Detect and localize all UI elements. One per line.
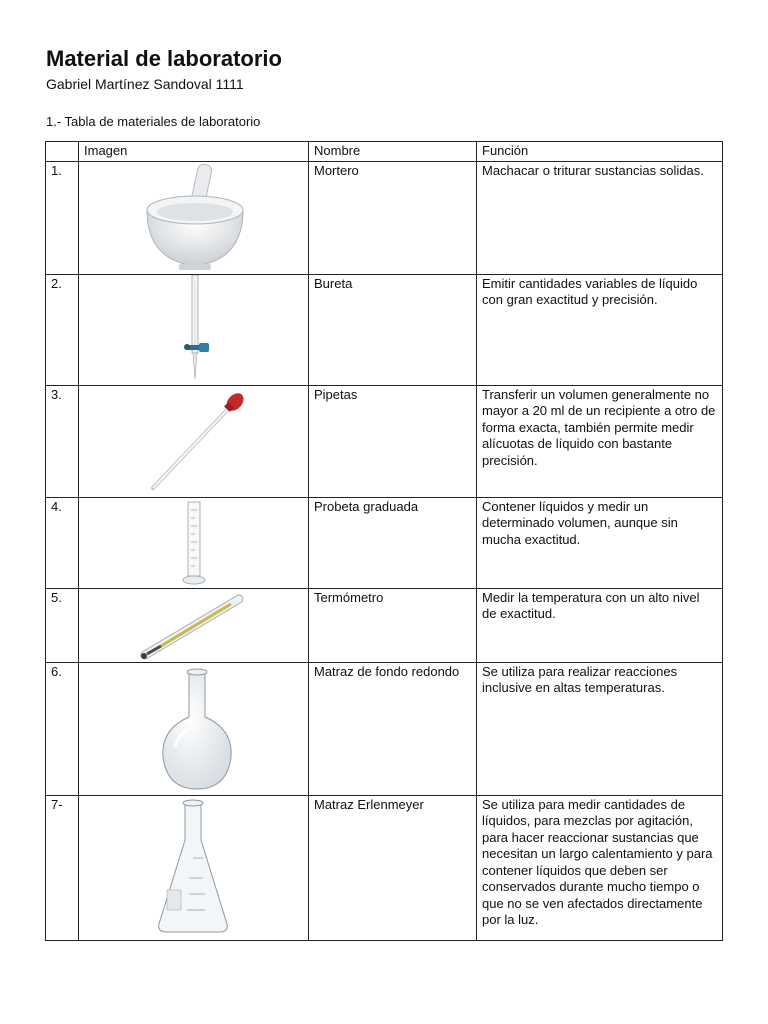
pipette-image [145,388,249,492]
table-header-row [46,142,723,162]
image-cell [79,662,309,795]
burette-image [177,275,213,383]
header-number [46,142,79,162]
row-funcion: Se utiliza para medir cantidades de líquidos, para mezclas por agitación, para hacer reaccionar sustancias que necesitan un largo calentamiento y para contener líquidos que deben ser conservados durante mucho tiempo o que no se ven afectados directamente por la luz. [477,795,723,940]
materials-table [45,141,723,941]
graduated-cylinder-image [179,500,209,586]
table-row [46,588,723,662]
mortar-image [139,162,251,274]
row-funcion: Medir la temperatura con un alto nivel de exactitud. [477,588,723,662]
document-author: Gabriel Martínez Sandoval 1111 [46,76,244,92]
row-number: 6. [46,662,79,795]
image-cell [79,588,309,662]
erlenmeyer-flask-image [153,798,233,938]
table-row [46,161,723,274]
row-number: 3. [46,385,79,497]
image-cell [79,274,309,385]
table-row [46,497,723,588]
header-nombre: Nombre [309,142,477,162]
table-row [46,662,723,795]
row-funcion: Transferir un volumen generalmente no mayor a 20 ml de un recipiente a otro de forma exacta, también permite medir alícuotas de líquido con bastante precisión. [477,385,723,497]
table-row [46,385,723,497]
row-number: 4. [46,497,79,588]
section-heading: 1.- Tabla de materiales de laboratorio [46,114,261,129]
row-number: 1. [46,161,79,274]
image-cell [79,497,309,588]
header-imagen: Imagen [79,142,309,162]
row-funcion: Contener líquidos y medir un determinado volumen, aunque sin mucha exactitud. [477,497,723,588]
image-cell [79,385,309,497]
row-funcion: Se utiliza para realizar reacciones inclusive en altas temperaturas. [477,662,723,795]
row-nombre: Mortero [309,161,477,274]
row-nombre: Bureta [309,274,477,385]
row-funcion: Machacar o triturar sustancias solidas. [477,161,723,274]
row-number: 7- [46,795,79,940]
row-funcion: Emitir cantidades variables de líquido con gran exactitud y precisión. [477,274,723,385]
table-row [46,795,723,940]
row-nombre: Matraz Erlenmeyer [309,795,477,940]
document-title: Material de laboratorio [46,46,282,71]
image-cell [79,795,309,940]
row-nombre: Pipetas [309,385,477,497]
table-row [46,274,723,385]
row-nombre: Termómetro [309,588,477,662]
round-bottom-flask-image [155,667,239,793]
row-number: 5. [46,588,79,662]
image-cell [79,161,309,274]
header-funcion: Función [477,142,723,162]
row-nombre: Matraz de fondo redondo [309,662,477,795]
row-nombre: Probeta graduada [309,497,477,588]
row-number: 2. [46,274,79,385]
thermometer-image [139,591,245,661]
